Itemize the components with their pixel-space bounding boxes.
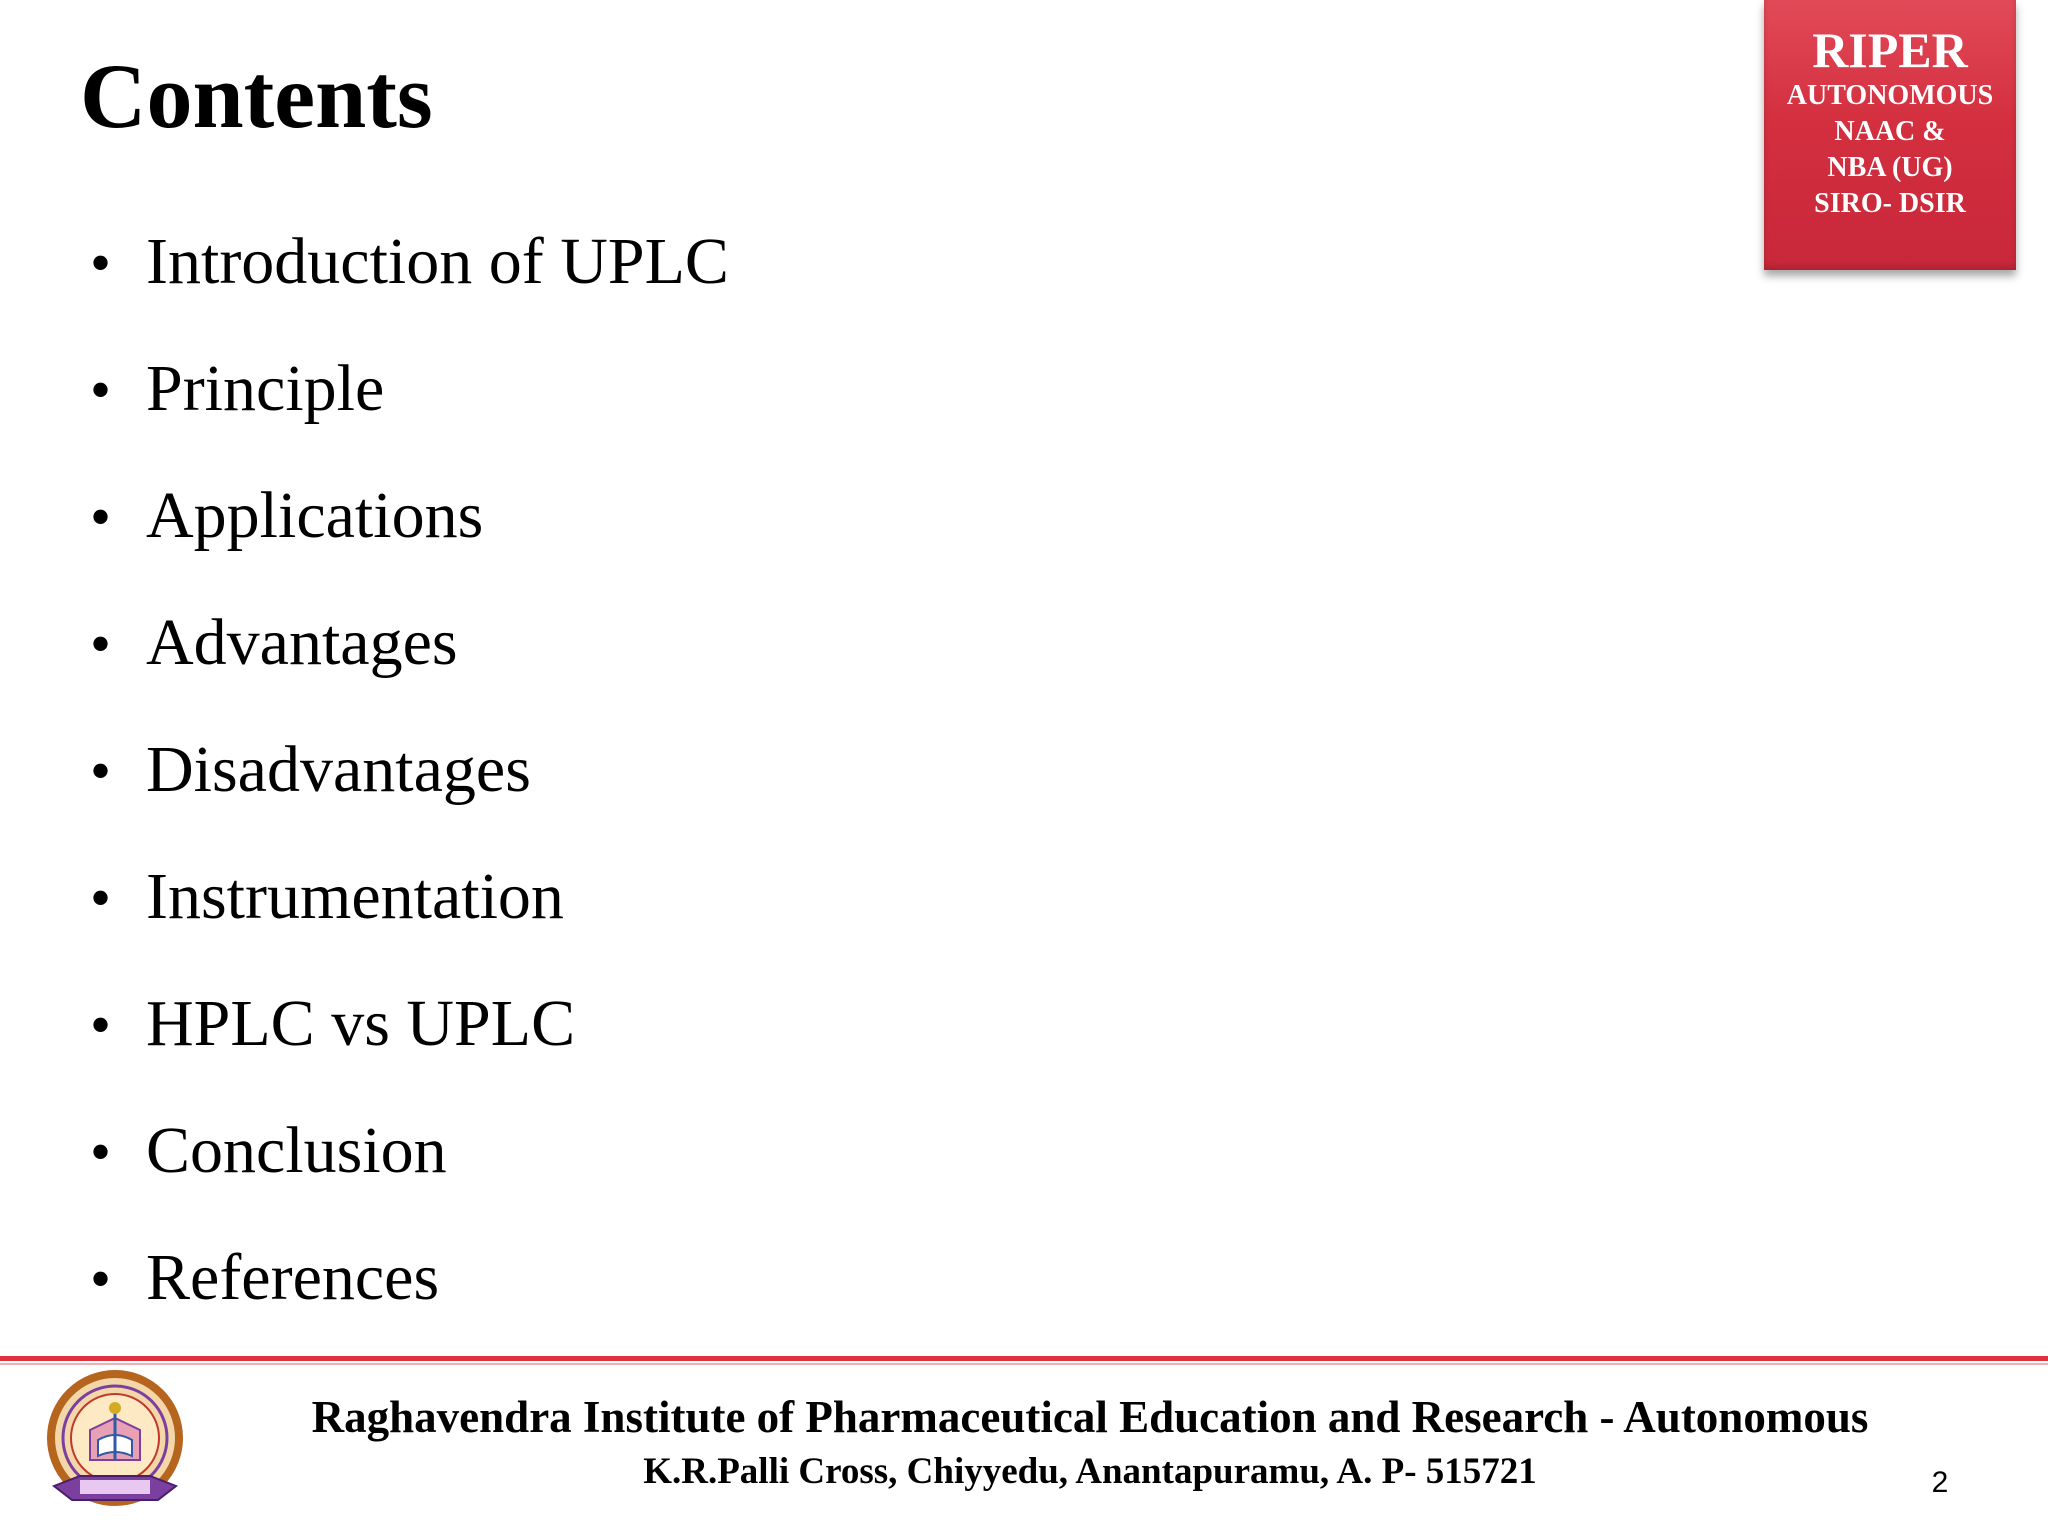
list-item [90,730,729,857]
badge-line-4: NBA (UG) [1827,152,1953,183]
list-item-text: Conclusion [146,1114,447,1187]
footer-divider [0,1356,2048,1361]
contents-list [90,222,729,1365]
list-item [90,857,729,984]
institute-emblem-icon [40,1368,190,1524]
list-item [90,476,729,603]
list-item [90,603,729,730]
accreditation-badge [1764,0,2016,270]
bullet-icon: • [90,484,112,550]
badge-line-1: RIPER [1812,22,1968,78]
list-item-text: Instrumentation [146,860,564,933]
institute-name: Raghavendra Institute of Pharmaceutical Education and Research - Autonomous [311,1392,1869,1442]
bullet-icon: • [90,738,112,804]
list-item-text: Principle [146,352,385,425]
list-item-text: Disadvantages [146,733,531,806]
list-item-text: HPLC vs UPLC [146,987,576,1060]
list-item-text: References [146,1241,440,1314]
footer-divider-shadow [0,1363,2048,1365]
institute-address: K.R.Palli Cross, Chiyyedu, Anantapuramu, A. P- 515721 [643,1451,1537,1492]
list-item-text: Advantages [146,606,458,679]
bullet-icon: • [90,865,112,931]
bullet-icon: • [90,992,112,1058]
badge-line-3: NAAC & [1834,116,1946,147]
bullet-icon: • [90,230,112,296]
bullet-icon: • [90,357,112,423]
list-item [90,984,729,1111]
badge-line-2: AUTONOMOUS [1786,80,1994,111]
list-item [90,349,729,476]
bullet-icon: • [90,1246,112,1312]
slide-title: Contents [80,45,433,147]
bullet-icon: • [90,1119,112,1185]
list-item [90,1111,729,1238]
list-item [90,1238,729,1365]
page-number: 2 [1931,1466,1949,1499]
list-item-text: Applications [146,479,484,552]
bullet-icon: • [90,611,112,677]
list-item-text: Introduction of UPLC [146,225,729,298]
badge-line-5: SIRO- DSIR [1814,188,1966,219]
list-item [90,222,729,349]
